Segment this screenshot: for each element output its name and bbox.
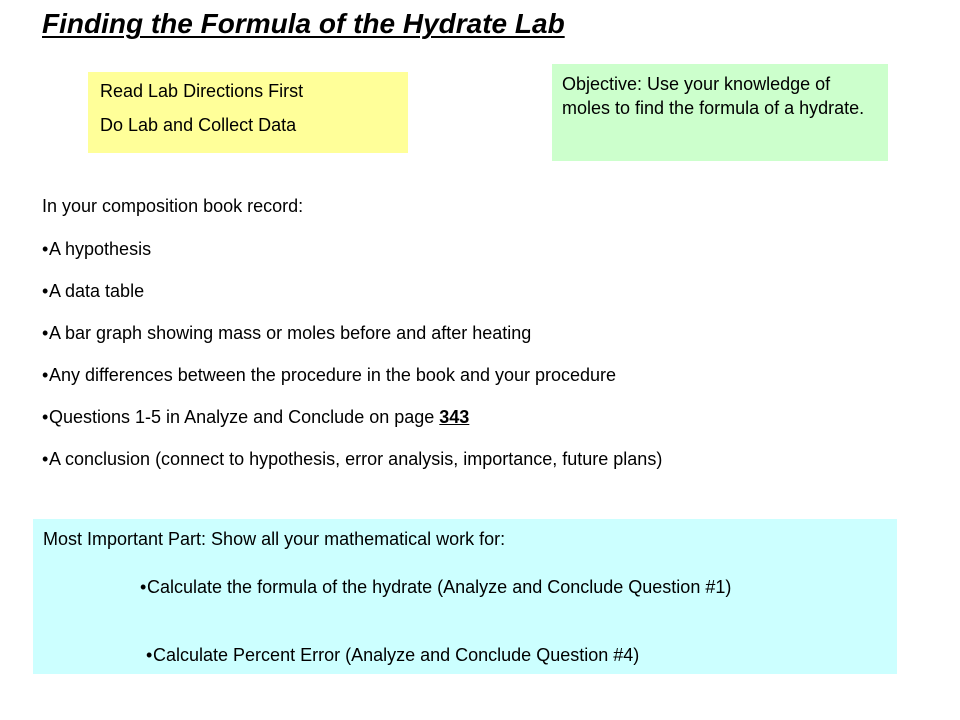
important-heading: Most Important Part: Show all your mathematical work for: — [43, 529, 506, 549]
important-item-text: Calculate the formula of the hydrate (Analyze and Conclude Question #1) — [147, 577, 732, 597]
list-item-text: A bar graph showing mass or moles before and after heating — [49, 323, 532, 343]
list-item — [42, 322, 662, 364]
lab-steps-box — [88, 72, 408, 153]
bullet-icon: • — [146, 645, 153, 665]
list-item — [42, 280, 662, 322]
list-item-text: A hypothesis — [49, 239, 152, 259]
page-title: Finding the Formula of the Hydrate Lab — [42, 8, 565, 39]
step-read-directions: Read Lab Directions First — [100, 81, 304, 101]
record-intro: In your composition book record: — [42, 196, 304, 216]
list-item — [42, 406, 662, 448]
list-item-text: A data table — [49, 281, 145, 301]
record-list — [42, 238, 662, 490]
list-item-text: A conclusion (connect to hypothesis, error analysis, importance, future plans) — [49, 449, 663, 469]
bullet-icon: • — [42, 323, 49, 343]
important-item-text: Calculate Percent Error (Analyze and Conclude Question #4) — [153, 645, 640, 665]
list-item — [42, 364, 662, 406]
bullet-icon: • — [42, 449, 49, 469]
list-item — [42, 238, 662, 280]
page-reference: 343 — [439, 407, 470, 427]
important-item-percent-error — [146, 645, 639, 666]
important-part-box — [33, 519, 897, 674]
bullet-icon: • — [42, 407, 49, 427]
bullet-icon: • — [42, 281, 49, 301]
bullet-icon: • — [42, 239, 49, 259]
list-item-text: Any differences between the procedure in the book and your procedure — [49, 365, 617, 385]
list-item-text: Questions 1-5 in Analyze and Conclude on page — [49, 407, 440, 427]
bullet-icon: • — [42, 365, 49, 385]
bullet-icon: • — [140, 577, 147, 597]
objective-box — [552, 64, 888, 161]
list-item — [42, 448, 662, 490]
step-do-lab: Do Lab and Collect Data — [100, 115, 297, 135]
objective-text: Objective: Use your knowledge of moles to find the formula of a hydrate. — [562, 74, 865, 118]
important-item-formula — [140, 575, 840, 599]
